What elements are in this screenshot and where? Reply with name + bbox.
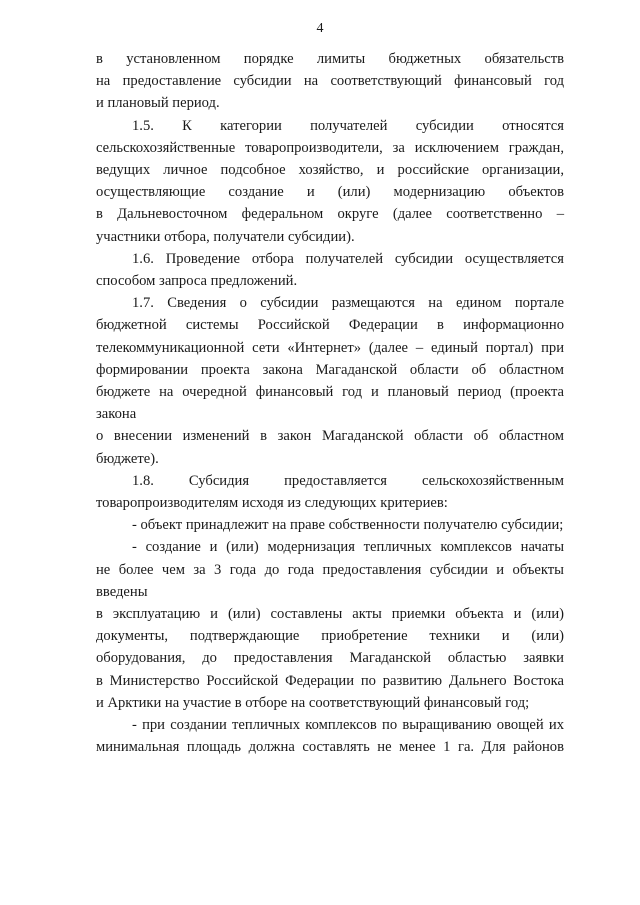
criterion-greenhouse-area <box>96 714 564 758</box>
paragraph-1-5 <box>96 115 564 248</box>
paragraph-1-7 <box>96 292 564 470</box>
text-line: оборудования, до предоставления Магаданской областью заявки <box>96 650 564 667</box>
text-line: не более чем за 3 года до года предоставления субсидии и объекты введены <box>96 561 564 600</box>
text-line: 1.8. Субсидия предоставляется сельскохозяйственным <box>132 472 564 489</box>
text-line: сельскохозяйственные товаропроизводители, за исключением граждан, <box>96 139 564 156</box>
text-line: бюджете). <box>96 450 159 467</box>
text-line: - объект принадлежит на праве собственности получателю субсидии; <box>132 517 564 534</box>
text-line: товаропроизводителям исходя из следующих критериев: <box>96 495 448 512</box>
text-line: телекоммуникационной сети «Интернет» (далее – единый портал) при <box>96 339 564 356</box>
page-number: 4 <box>316 21 324 36</box>
text-line: бюджетной системы Российской Федерации в информационно <box>96 317 564 334</box>
text-line: в Министерство Российской Федерации по развитию Дальнего Востока <box>96 672 564 689</box>
text-line: документы, подтверждающие приобретение техники и (или) <box>96 628 564 645</box>
text-line: и Арктики на участие в отборе на соответствующий финансовый год; <box>96 694 530 711</box>
criterion-construction-timing <box>96 536 564 714</box>
paragraph-1-8 <box>96 470 564 514</box>
text-line: о внесении изменений в закон Магаданской области об областном <box>96 428 564 445</box>
text-line: бюджете на очередной финансовый год и плановый период (проекта закона <box>96 384 564 423</box>
paragraph-1-6 <box>96 248 564 292</box>
text-line: - создание и (или) модернизация тепличных комплексов начаты <box>132 539 564 556</box>
text-line: и плановый период. <box>96 95 220 112</box>
text-line: в установленном порядке лимиты бюджетных обязательств <box>96 51 564 67</box>
text-line: осуществляющие создание и (или) модернизацию объектов <box>96 184 564 201</box>
text-line: в Дальневосточном федеральном округе (далее соответственно – <box>96 206 564 223</box>
document-body <box>96 48 564 759</box>
text-line: на предоставление субсидии на соответствующий финансовый год <box>96 73 564 90</box>
text-line: участники отбора, получатели субсидии). <box>96 228 355 245</box>
text-line: способом запроса предложений. <box>96 273 298 290</box>
text-line: - при создании тепличных комплексов по выращиванию овощей их <box>132 717 564 734</box>
text-line: 1.5. К категории получателей субсидии относятся <box>132 117 564 134</box>
text-line: 1.7. Сведения о субсидии размещаются на едином портале <box>132 295 564 312</box>
text-line: в эксплуатацию и (или) составлены акты приемки объекта и (или) <box>96 606 564 623</box>
paragraph-budget-limits <box>96 48 564 115</box>
text-line: минимальная площадь должна составлять не менее 1 га. Для районов <box>96 739 564 756</box>
text-line: 1.6. Проведение отбора получателей субсидии осуществляется <box>132 250 564 267</box>
criterion-ownership <box>96 514 564 536</box>
text-line: ведущих личное подсобное хозяйство, и российские организации, <box>96 162 564 179</box>
text-line: формировании проекта закона Магаданской области об областном <box>96 361 564 378</box>
